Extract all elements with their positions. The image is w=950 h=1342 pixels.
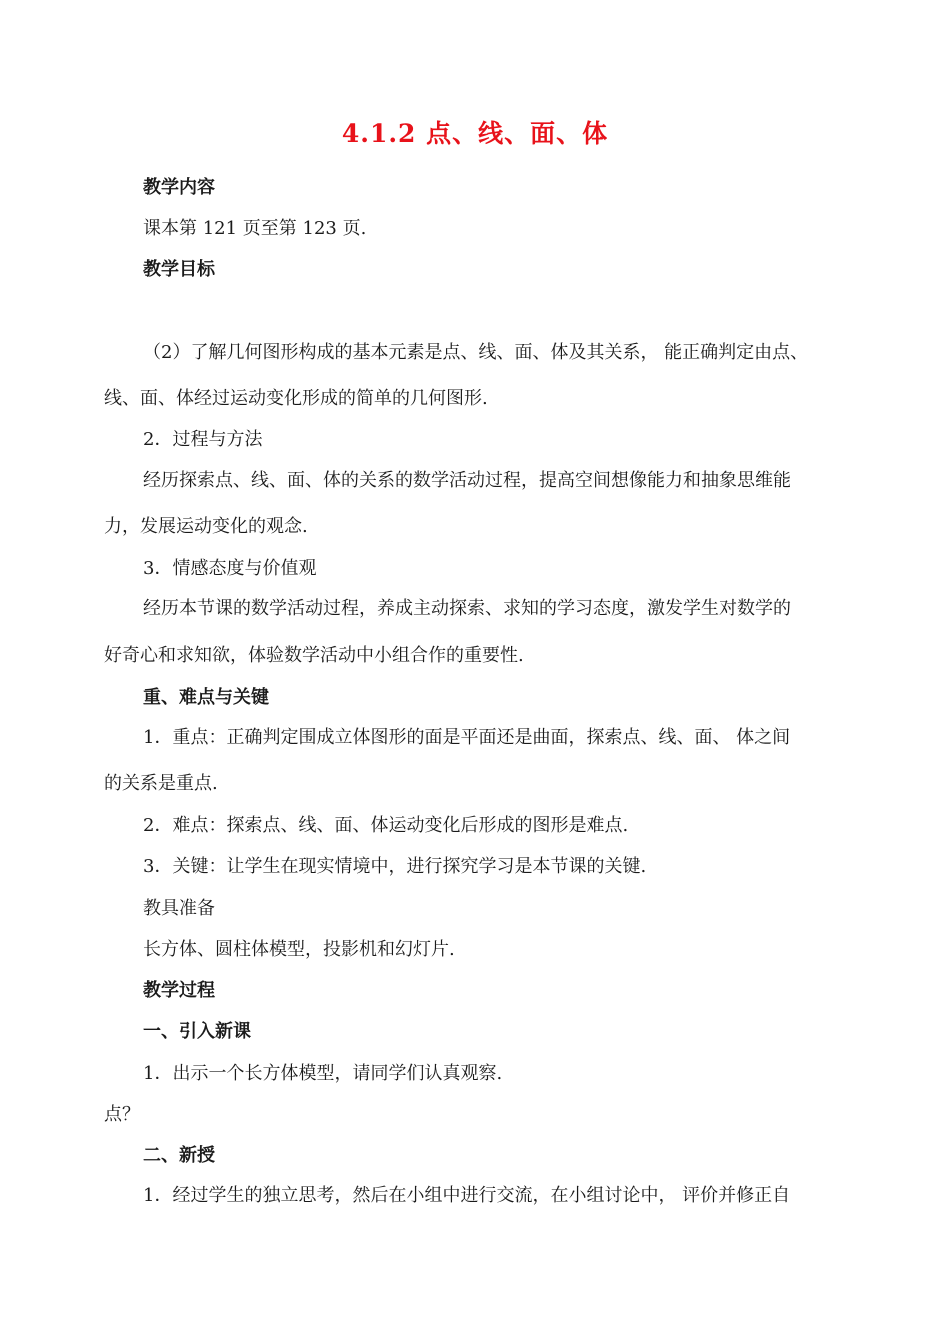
paragraph-goal-2-line-2: 力，发展运动变化的观念.: [104, 516, 308, 537]
paragraph-goal-2-line-1: 经历探索点、线、面、体的关系的数学活动过程，提高空间想像能力和抽象思维能: [143, 470, 791, 491]
heading-teaching-content: 教学内容: [143, 177, 215, 198]
paragraph-goal-3-line-1: 经历本节课的数学活动过程，养成主动探索、求知的学习态度，激发学生对数学的: [143, 598, 791, 619]
paragraph-intro-question: 点？: [104, 1104, 140, 1125]
heading-goal-3: 3．情感态度与价值观: [143, 558, 317, 579]
paragraph-tools: 长方体、圆柱体模型，投影机和幻灯片.: [143, 939, 455, 960]
paragraph-key-1-line-2: 的关系是重点.: [104, 773, 218, 794]
page-title: 4.1.2 点、线、面、体: [341, 119, 609, 148]
paragraph-goal-1-line-2: 线、面、体经过运动变化形成的简单的几何图形.: [104, 388, 488, 409]
heading-tools: 教具准备: [143, 898, 215, 919]
paragraph-intro-1: 1．出示一个长方体模型，请同学们认真观察.: [143, 1063, 503, 1084]
paragraph-key-3: 3．关键：让学生在现实情境中，进行探究学习是本节课的关键.: [143, 856, 647, 877]
paragraph-goal-3-line-2: 好奇心和求知欲，体验数学活动中小组合作的重要性.: [104, 645, 524, 666]
paragraph-goal-1-line-1: （2）了解几何图形构成的基本元素是点、线、面、体及其关系， 能正确判定由点、: [143, 342, 809, 363]
paragraph-key-1-line-1: 1．重点：正确判定围成立体图形的面是平面还是曲面，探索点、线、面、 体之间: [143, 727, 791, 748]
heading-intro: 一、引入新课: [143, 1021, 251, 1042]
paragraph-key-2: 2．难点：探索点、线、面、体运动变化后形成的图形是难点.: [143, 815, 629, 836]
paragraph-new-1: 1．经过学生的独立思考，然后在小组中进行交流，在小组讨论中， 评价并修正自: [143, 1185, 791, 1206]
heading-teaching-process: 教学过程: [143, 980, 215, 1001]
heading-teaching-goals: 教学目标: [143, 259, 215, 280]
heading-key-points: 重、难点与关键: [143, 687, 269, 708]
heading-new-lesson: 二、新授: [143, 1145, 215, 1166]
paragraph-content: 课本第 121 页至第 123 页.: [143, 218, 367, 239]
heading-goal-2: 2．过程与方法: [143, 429, 263, 450]
